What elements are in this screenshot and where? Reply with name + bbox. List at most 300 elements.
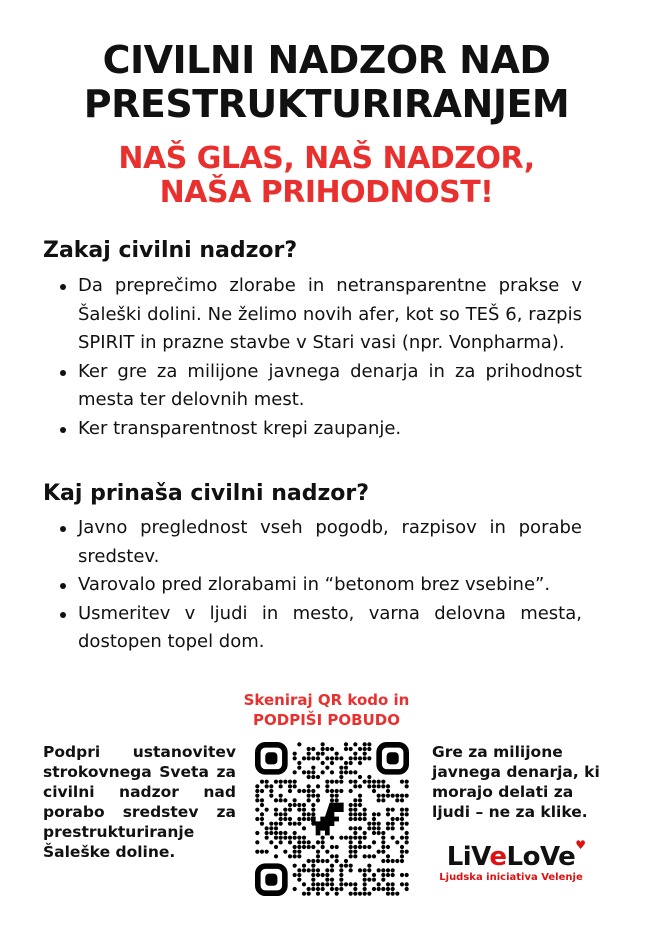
section-heading: Zakaj civilni nadzor? — [43, 238, 298, 263]
qr-dot — [358, 868, 362, 872]
list-item: Javno preglednost vseh pogodb, razpisov in porabe sredstev. — [60, 514, 582, 571]
qr-dot — [339, 766, 343, 770]
qr-dot — [363, 854, 367, 858]
qr-dot — [293, 780, 297, 784]
qr-dot — [307, 752, 311, 756]
qr-dot — [269, 822, 273, 826]
qr-dot — [335, 887, 339, 891]
qr-dot — [288, 836, 292, 840]
qr-dot — [372, 812, 376, 816]
qr-dot — [330, 794, 334, 798]
qr-dot — [391, 882, 395, 886]
qr-dot — [293, 784, 297, 788]
qr-dot — [405, 882, 409, 886]
qr-dot — [311, 868, 315, 872]
qr-dot — [325, 859, 329, 863]
qr-dot — [307, 887, 311, 891]
qr-dot — [363, 756, 367, 760]
qr-dot — [358, 784, 362, 788]
qr-dot — [358, 845, 362, 849]
qr-dot — [391, 892, 395, 896]
qr-dot — [391, 808, 395, 812]
qr-dot — [255, 817, 259, 821]
qr-dot — [288, 854, 292, 858]
qr-dot — [311, 882, 315, 886]
qr-dot — [297, 803, 301, 807]
qr-dot — [372, 822, 376, 826]
qr-dot — [367, 756, 371, 760]
qr-dot — [297, 868, 301, 872]
qr-dot — [311, 887, 315, 891]
qr-dot — [386, 784, 390, 788]
qr-dot — [316, 794, 320, 798]
qr-dot — [330, 798, 334, 802]
qr-dot — [279, 822, 283, 826]
qr-dot — [311, 794, 315, 798]
qr-dot — [283, 850, 287, 854]
qr-dot — [321, 836, 325, 840]
qr-dot — [339, 887, 343, 891]
qr-dot — [307, 784, 311, 788]
dinosaur-icon — [311, 803, 344, 836]
qr-dot — [367, 864, 371, 868]
qr-dot — [279, 840, 283, 844]
qr-dot — [330, 789, 334, 793]
qr-dot — [395, 798, 399, 802]
qr-dot — [316, 887, 320, 891]
qr-dot — [255, 808, 259, 812]
list-item: Usmeritev v ljudi in mesto, varna delovna mesta, dostopen topel dom. — [60, 600, 582, 657]
qr-dot — [344, 859, 348, 863]
qr-dot — [381, 878, 385, 882]
qr-dot — [349, 803, 353, 807]
qr-dot — [293, 798, 297, 802]
qr-dot — [325, 766, 329, 770]
qr-dot — [363, 752, 367, 756]
qr-dot — [372, 826, 376, 830]
qr-dot — [330, 878, 334, 882]
qr-dot — [381, 850, 385, 854]
qr-dot — [339, 864, 343, 868]
qr-dot — [265, 831, 269, 835]
qr-dot — [283, 780, 287, 784]
qr-dot — [288, 822, 292, 826]
qr-dot — [339, 770, 343, 774]
qr-dot — [386, 794, 390, 798]
qr-dot — [353, 784, 357, 788]
qr-dot — [260, 789, 264, 793]
qr-dot — [297, 836, 301, 840]
qr-dot — [353, 831, 357, 835]
qr-dot — [316, 756, 320, 760]
qr-dot — [363, 780, 367, 784]
qr-dot — [311, 878, 315, 882]
qr-dot — [335, 794, 339, 798]
qr-dot — [335, 859, 339, 863]
qr-dot — [386, 822, 390, 826]
qr-dot — [344, 882, 348, 886]
qr-dot — [381, 873, 385, 877]
qr-dot — [279, 812, 283, 816]
qr-dot — [293, 850, 297, 854]
qr-dot — [353, 882, 357, 886]
qr-dot — [400, 850, 404, 854]
qr-dot — [330, 770, 334, 774]
livelove-logo — [436, 838, 586, 883]
qr-dot — [255, 794, 259, 798]
qr-dot — [339, 878, 343, 882]
money-text: Gre za milijone javnega denarja, ki morajo delati za ljudi – ne za klike. — [432, 743, 600, 821]
qr-dot — [297, 873, 301, 877]
qr-dot — [269, 831, 273, 835]
qr-dot — [325, 882, 329, 886]
qr-dot — [405, 822, 409, 826]
qr-dot — [381, 868, 385, 872]
qr-dot — [339, 836, 343, 840]
qr-dot — [367, 854, 371, 858]
qr-dot — [297, 808, 301, 812]
title-line: PRESTRUKTURIRANJEM — [83, 82, 570, 126]
qr-dot — [358, 803, 362, 807]
qr-dot — [302, 756, 306, 760]
qr-dot — [316, 752, 320, 756]
qr-dot — [293, 845, 297, 849]
qr-code[interactable] — [255, 742, 409, 896]
qr-dot — [335, 854, 339, 858]
qr-dot — [353, 770, 357, 774]
qr-dot — [367, 780, 371, 784]
qr-dot — [367, 747, 371, 751]
qr-finder-center — [265, 752, 277, 764]
qr-dot — [330, 780, 334, 784]
qr-dot — [260, 822, 264, 826]
qr-dot — [307, 892, 311, 896]
qr-dot — [316, 873, 320, 877]
qr-dot — [395, 794, 399, 798]
qr-dot — [302, 892, 306, 896]
qr-dot — [335, 752, 339, 756]
qr-dot — [363, 742, 367, 746]
qr-dot — [311, 812, 315, 816]
qr-dot — [377, 850, 381, 854]
qr-dot — [339, 775, 343, 779]
qr-dot — [367, 742, 371, 746]
qr-dot — [330, 882, 334, 886]
qr-dot — [367, 892, 371, 896]
logo-text: LiV — [446, 842, 490, 872]
qr-dot — [316, 892, 320, 896]
qr-dot — [405, 794, 409, 798]
qr-dot — [381, 836, 385, 840]
qr-dot — [293, 803, 297, 807]
qr-dot — [330, 756, 334, 760]
qr-dot — [274, 822, 278, 826]
qr-dot — [330, 868, 334, 872]
qr-dot — [386, 854, 390, 858]
qr-dot — [283, 836, 287, 840]
qr-dot — [391, 826, 395, 830]
support-text: Podpri ustanovitev strokovnega Sveta za civilni nadzor nad porabo sredstev za prestrukturiranje Šaleške doline. — [43, 743, 236, 861]
qr-dot — [381, 859, 385, 863]
qr-dot — [260, 798, 264, 802]
qr-dot — [381, 840, 385, 844]
qr-dot — [353, 850, 357, 854]
qr-dot — [321, 770, 325, 774]
qr-dot — [297, 822, 301, 826]
qr-dot — [316, 784, 320, 788]
qr-dot — [400, 817, 404, 821]
qr-dot — [283, 808, 287, 812]
qr-dot — [372, 878, 376, 882]
qr-dot — [400, 812, 404, 816]
qr-dot — [363, 873, 367, 877]
qr-dot — [335, 892, 339, 896]
qr-dot — [335, 798, 339, 802]
qr-dot — [363, 808, 367, 812]
qr-dot — [265, 826, 269, 830]
qr-dot — [381, 780, 385, 784]
qr-dot — [353, 845, 357, 849]
qr-dot — [363, 878, 367, 882]
qr-dot — [325, 873, 329, 877]
qr-dot — [358, 812, 362, 816]
qr-dot — [330, 747, 334, 751]
qr-dot — [274, 831, 278, 835]
qr-dot — [255, 784, 259, 788]
qr-dot — [400, 798, 404, 802]
qr-dot — [405, 784, 409, 788]
qr-dot — [391, 822, 395, 826]
qr-dot — [302, 808, 306, 812]
qr-dot — [293, 836, 297, 840]
qr-dot — [349, 770, 353, 774]
qr-dot — [349, 845, 353, 849]
qr-dot — [391, 836, 395, 840]
qr-dot — [344, 742, 348, 746]
qr-dot — [307, 817, 311, 821]
section1-list — [60, 272, 582, 443]
qr-dot — [288, 803, 292, 807]
qr-dot — [372, 887, 376, 891]
qr-dot — [377, 794, 381, 798]
qr-dot — [297, 845, 301, 849]
qr-dot — [386, 882, 390, 886]
qr-dot — [339, 873, 343, 877]
qr-dot — [353, 892, 357, 896]
qr-dot — [311, 766, 315, 770]
qr-dot — [302, 812, 306, 816]
qr-dot — [302, 868, 306, 872]
qr-dot — [395, 892, 399, 896]
qr-finder-center — [265, 874, 277, 886]
qr-dot — [405, 831, 409, 835]
qr-dot — [316, 775, 320, 779]
qr-dot — [344, 770, 348, 774]
qr-dot — [330, 761, 334, 765]
qr-dot — [255, 840, 259, 844]
qr-dot — [353, 854, 357, 858]
qr-dot — [405, 887, 409, 891]
qr-dot — [358, 826, 362, 830]
qr-dot — [344, 747, 348, 751]
qr-dot — [349, 808, 353, 812]
qr-dot — [311, 808, 315, 812]
qr-dot — [372, 873, 376, 877]
qr-dot — [353, 752, 357, 756]
qr-dot — [307, 845, 311, 849]
qr-dot — [293, 873, 297, 877]
qr-dot — [358, 761, 362, 765]
qr-dot — [377, 812, 381, 816]
qr-dot — [349, 812, 353, 816]
qr-dot — [307, 756, 311, 760]
qr-dot — [363, 836, 367, 840]
qr-dot — [279, 794, 283, 798]
qr-dot — [405, 836, 409, 840]
qr-dot — [353, 780, 357, 784]
qr-dot — [353, 808, 357, 812]
qr-dot — [391, 794, 395, 798]
qr-dot — [302, 845, 306, 849]
qr-dot — [265, 850, 269, 854]
qr-dot — [386, 826, 390, 830]
qr-dot — [269, 789, 273, 793]
qr-dot — [353, 836, 357, 840]
qr-dot — [372, 840, 376, 844]
qr-dot — [372, 854, 376, 858]
qr-dot — [274, 836, 278, 840]
qr-dot — [269, 794, 273, 798]
heart-icon: ♥ — [575, 838, 586, 852]
qr-dot — [311, 770, 315, 774]
qr-dot — [349, 789, 353, 793]
qr-dot — [400, 882, 404, 886]
qr-dot — [353, 798, 357, 802]
qr-dot — [321, 887, 325, 891]
qr-dot — [311, 864, 315, 868]
subtitle — [0, 142, 653, 210]
qr-dot — [307, 868, 311, 872]
qr-dot — [381, 845, 385, 849]
qr-dot — [367, 845, 371, 849]
qr-dot — [279, 817, 283, 821]
qr-dot — [363, 868, 367, 872]
qr-dot — [321, 882, 325, 886]
qr-dot — [316, 840, 320, 844]
qr-dot — [297, 742, 301, 746]
qr-dot — [405, 840, 409, 844]
qr-dot — [321, 859, 325, 863]
qr-dot — [321, 840, 325, 844]
qr-dot — [405, 812, 409, 816]
qr-dot — [330, 845, 334, 849]
qr-dot — [377, 868, 381, 872]
qr-dot — [321, 752, 325, 756]
qr-dot — [311, 756, 315, 760]
cta-line: Skeniraj QR kodo in — [243, 691, 410, 709]
qr-call-to-action — [0, 690, 653, 730]
qr-dot — [288, 784, 292, 788]
cta-line: PODPIŠI POBUDO — [253, 711, 400, 729]
qr-dot — [405, 808, 409, 812]
qr-dot — [363, 845, 367, 849]
qr-dot — [372, 780, 376, 784]
qr-dot — [339, 756, 343, 760]
qr-dot — [363, 892, 367, 896]
qr-dot — [316, 868, 320, 872]
qr-dot — [316, 798, 320, 802]
qr-dot — [335, 789, 339, 793]
qr-dot — [391, 859, 395, 863]
qr-dot — [260, 817, 264, 821]
qr-dot — [377, 882, 381, 886]
qr-dot — [330, 864, 334, 868]
qr-dot — [400, 854, 404, 858]
qr-dot — [311, 803, 315, 807]
qr-dot — [344, 766, 348, 770]
qr-dot — [349, 882, 353, 886]
qr-dot — [297, 761, 301, 765]
qr-dot — [293, 831, 297, 835]
section2-list — [60, 514, 582, 657]
qr-dot — [381, 798, 385, 802]
qr-dot — [358, 756, 362, 760]
subtitle-line: NAŠ GLAS, NAŠ NADZOR, — [118, 141, 535, 176]
qr-dot — [321, 742, 325, 746]
qr-dot — [316, 850, 320, 854]
qr-dot — [353, 812, 357, 816]
qr-dot — [265, 784, 269, 788]
qr-dot — [274, 798, 278, 802]
qr-dot — [311, 873, 315, 877]
qr-dot — [353, 742, 357, 746]
qr-dot — [400, 836, 404, 840]
qr-dot — [377, 831, 381, 835]
qr-dot — [325, 850, 329, 854]
qr-dot — [302, 864, 306, 868]
qr-dot — [349, 756, 353, 760]
qr-dot — [372, 817, 376, 821]
qr-dot — [349, 868, 353, 872]
subtitle-line: NAŠA PRIHODNOST! — [159, 175, 494, 210]
qr-dot — [349, 854, 353, 858]
qr-dot — [297, 789, 301, 793]
logo-tagline: Ljudska iniciativa Velenje — [439, 872, 583, 883]
qr-dot — [358, 747, 362, 751]
qr-dot — [302, 803, 306, 807]
qr-dot — [358, 892, 362, 896]
qr-dot — [325, 868, 329, 872]
qr-dot — [344, 761, 348, 765]
qr-dot — [274, 826, 278, 830]
qr-dot — [349, 826, 353, 830]
qr-dot — [269, 784, 273, 788]
qr-dot — [381, 831, 385, 835]
qr-dot — [321, 747, 325, 751]
qr-dot — [288, 840, 292, 844]
qr-dot — [372, 784, 376, 788]
qr-dot — [363, 747, 367, 751]
qr-dot — [363, 887, 367, 891]
qr-dot — [353, 887, 357, 891]
qr-dot — [307, 789, 311, 793]
qr-dot — [260, 850, 264, 854]
qr-dot — [386, 859, 390, 863]
qr-dot — [400, 822, 404, 826]
qr-dot — [297, 766, 301, 770]
qr-dot — [311, 747, 315, 751]
qr-dot — [265, 808, 269, 812]
